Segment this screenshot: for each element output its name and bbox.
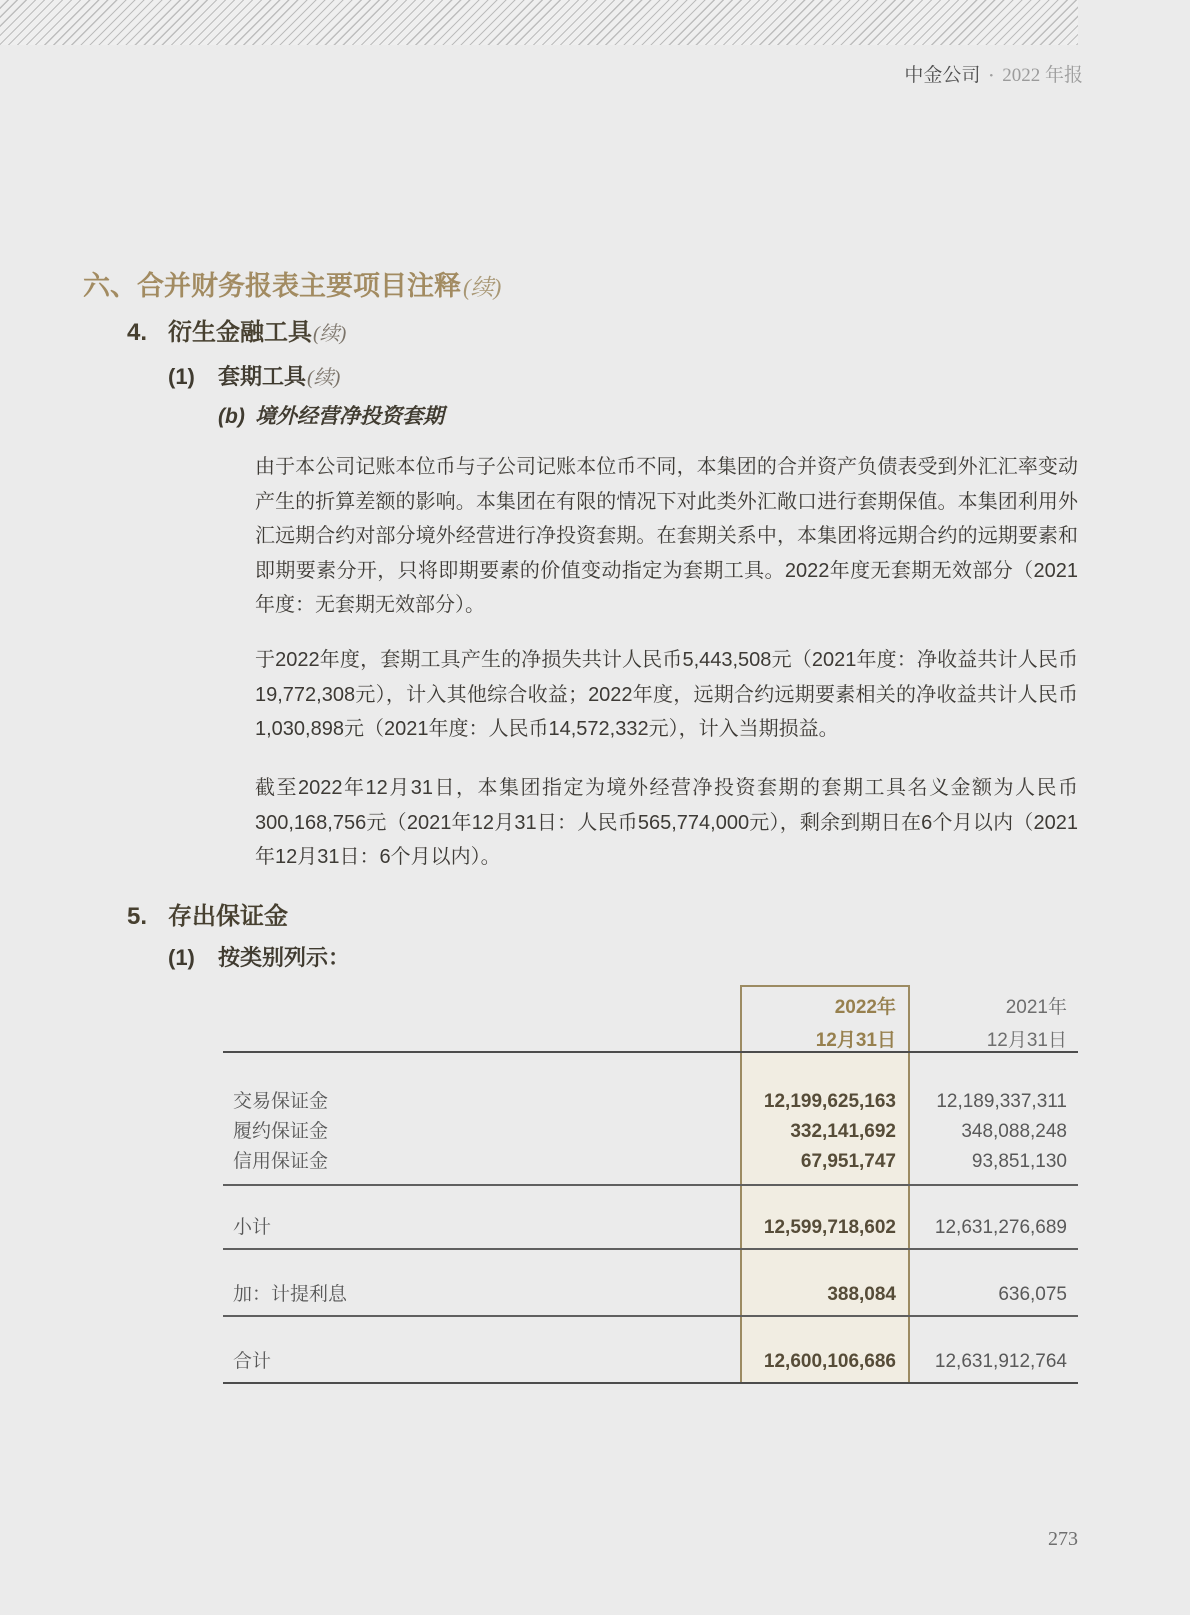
company-name: 中金公司 bbox=[904, 65, 981, 86]
row-label: 小计 bbox=[233, 1217, 272, 1238]
table-rule bbox=[223, 1315, 1078, 1317]
note5-item1-heading bbox=[168, 941, 350, 972]
row-value-2021: 12,189,337,311 bbox=[936, 1091, 1067, 1112]
table-row-subtotal bbox=[233, 1213, 1078, 1243]
section-title-text: 六、合并财务报表主要项目注释 bbox=[83, 271, 461, 301]
note4-item1-heading bbox=[168, 360, 340, 391]
row-label: 履约保证金 bbox=[233, 1121, 329, 1142]
table-rule bbox=[223, 1248, 1078, 1250]
row-value-2021: 636,075 bbox=[998, 1284, 1067, 1305]
row-value-2021: 12,631,912,764 bbox=[934, 1351, 1067, 1372]
note4-item1-title: 套期工具 bbox=[218, 364, 307, 389]
separator-bullet-icon: • bbox=[989, 70, 994, 82]
page-header bbox=[904, 60, 1083, 87]
section-title bbox=[83, 264, 501, 303]
paragraph-hedge-gains-losses: 于2022年度，套期工具产生的净损失共计人民币5,443,508元（2021年度：净收益共计人民币19,772,308元），计入其他综合收益；2022年度，远期合约远期要素相关的净收益共计人民币1,030,898元（2021年度：人民币14,572,332元），计入当期损益。 bbox=[255, 649, 1078, 740]
table-row bbox=[233, 1147, 1078, 1177]
note5-item1-title: 按类别列示： bbox=[218, 945, 351, 970]
note4-subb-number: (b) bbox=[218, 405, 245, 428]
row-value-2022: 67,951,747 bbox=[800, 1151, 896, 1172]
table-rule bbox=[223, 1184, 1078, 1186]
note4-item1-number: (1) bbox=[168, 364, 195, 389]
table-row bbox=[233, 1117, 1078, 1147]
page-number: 273 bbox=[1048, 1528, 1078, 1550]
column-header-2021-year: 2021年 bbox=[1005, 997, 1067, 1018]
row-value-2021: 12,631,276,689 bbox=[934, 1217, 1067, 1238]
row-value-2022: 12,599,718,602 bbox=[763, 1217, 896, 1238]
note4-heading bbox=[127, 312, 346, 347]
column-header-2021 bbox=[897, 991, 1067, 1057]
row-label: 信用保证金 bbox=[233, 1151, 329, 1172]
table-rule-bottom bbox=[223, 1382, 1078, 1384]
row-label: 交易保证金 bbox=[233, 1091, 329, 1112]
paragraph-hedge-notional: 截至2022年12月31日，本集团指定为境外经营净投资套期的套期工具名义金额为人民币300,168,756元（2021年12月31日：人民币565,774,000元），剩余到期日在6个月以内（2021年12月31日：6个月以内）。 bbox=[255, 777, 1078, 868]
note4-item1-suffix: (续) bbox=[307, 367, 341, 389]
row-value-2022: 332,141,692 bbox=[790, 1121, 896, 1142]
column-header-2022-date: 12月31日 bbox=[815, 1030, 896, 1051]
table-row-total bbox=[233, 1347, 1078, 1377]
note4-title: 衍生金融工具 bbox=[168, 319, 312, 346]
paragraph-hedge-description: 由于本公司记账本位币与子公司记账本位币不同，本集团的合并资产负债表受到外汇汇率变动产生的折算差额的影响。本集团在有限的情况下对此类外汇敞口进行套期保值。本集团利用外汇远期合约对部分境外经营进行净投资套期。在套期关系中，本集团将远期合约的远期要素和即期要素分开，只将即期要素的价值变动指定为套期工具。2022年度无套期无效部分（2021年度：无套期无效部分）。 bbox=[255, 456, 1078, 616]
note5-heading bbox=[127, 896, 288, 931]
row-value-2021: 93,851,130 bbox=[971, 1151, 1067, 1172]
table-row-interest bbox=[233, 1280, 1078, 1310]
table-row bbox=[233, 1087, 1078, 1117]
column-header-2021-date: 12月31日 bbox=[986, 1030, 1067, 1051]
column-header-2022-year: 2022年 bbox=[834, 997, 896, 1018]
row-value-2022: 388,084 bbox=[827, 1284, 896, 1305]
row-value-2022: 12,199,625,163 bbox=[763, 1091, 896, 1112]
row-value-2022: 12,600,106,686 bbox=[763, 1351, 896, 1372]
note4-number: 4. bbox=[127, 319, 148, 346]
note5-item1-number: (1) bbox=[168, 945, 195, 970]
column-header-2022 bbox=[740, 991, 896, 1057]
note5-title: 存出保证金 bbox=[168, 903, 288, 930]
note4-subb-title: 境外经营净投资套期 bbox=[255, 405, 444, 428]
section-title-suffix: (续) bbox=[463, 275, 502, 300]
table-rule-header bbox=[223, 1051, 1078, 1053]
row-value-2021: 348,088,248 bbox=[961, 1121, 1067, 1142]
note4-suffix: (续) bbox=[313, 323, 347, 345]
row-label: 加：计提利息 bbox=[233, 1284, 348, 1305]
hatch-band bbox=[0, 0, 1078, 45]
note5-number: 5. bbox=[127, 903, 148, 930]
note4-subb-heading bbox=[218, 400, 444, 430]
row-label: 合计 bbox=[233, 1351, 272, 1372]
report-edition: 2022 年报 bbox=[1002, 65, 1083, 86]
